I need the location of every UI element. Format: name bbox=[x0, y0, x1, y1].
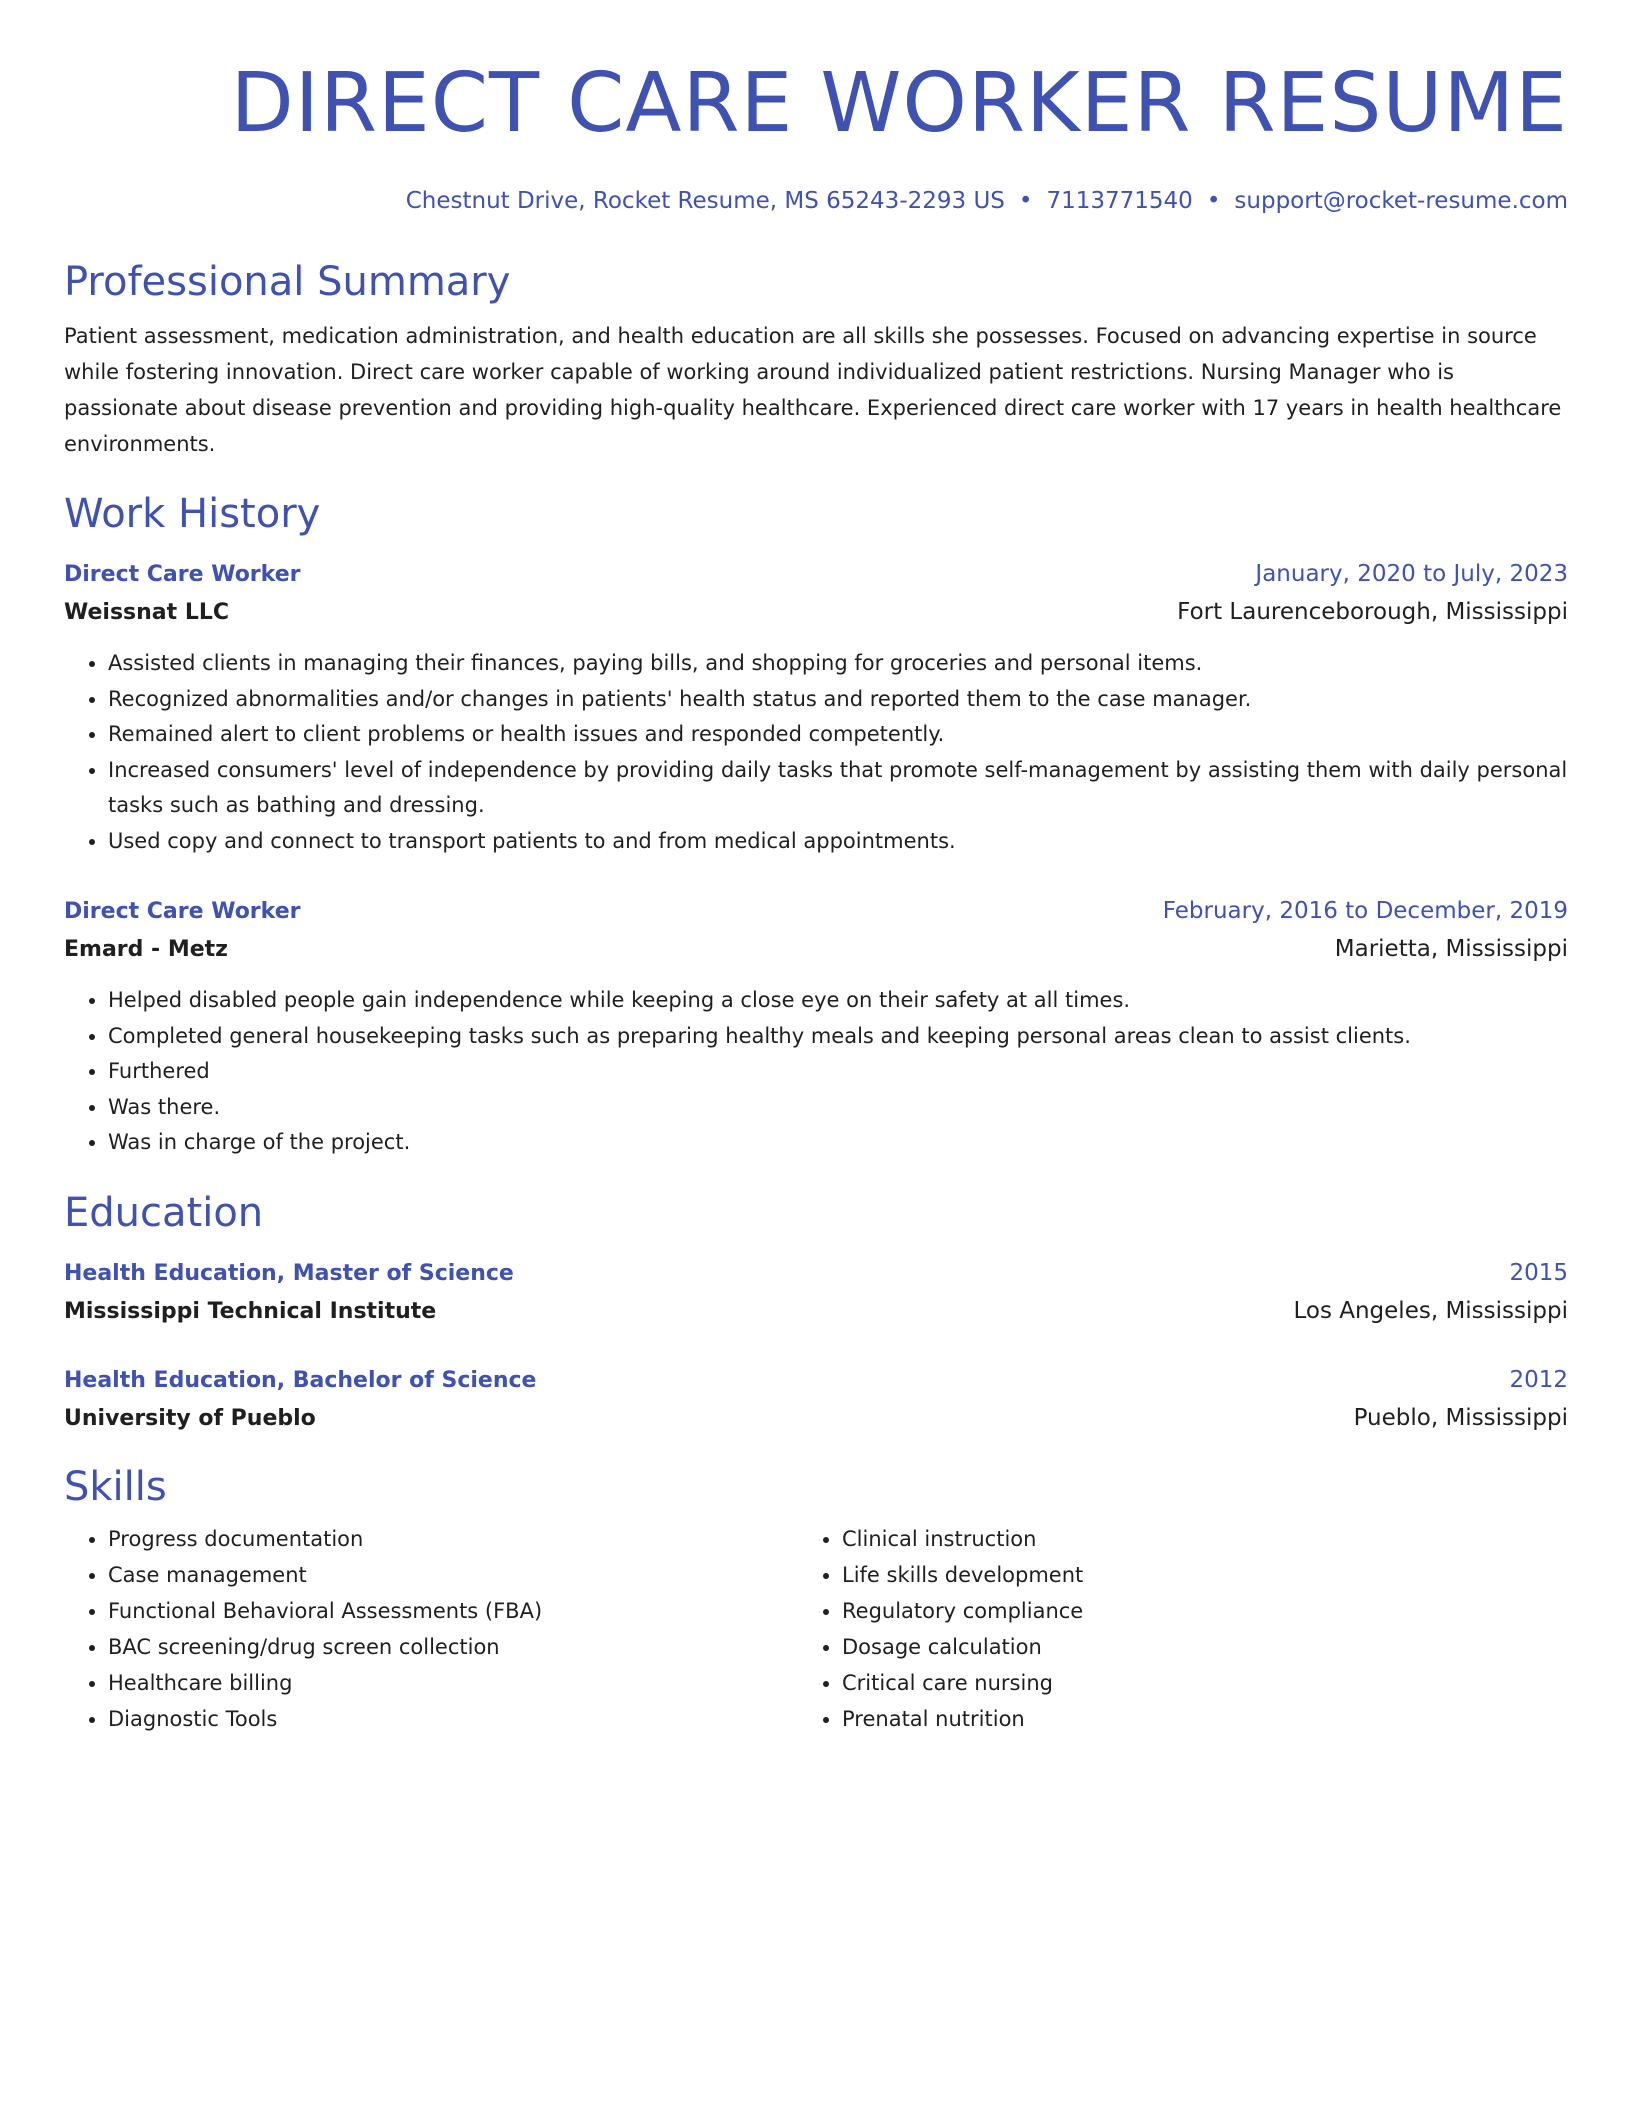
summary-heading: Professional Summary bbox=[64, 259, 511, 305]
job-bullet: • Completed general housekeeping tasks such as preparing healthy meals and keeping personal areas clean to assist clients. bbox=[108, 1019, 1568, 1055]
education-header-row bbox=[64, 1362, 1568, 1399]
job-location: Marietta, Mississippi bbox=[1334, 936, 1568, 962]
contact-separator: • bbox=[1206, 188, 1221, 214]
education-entry bbox=[64, 1255, 1568, 1332]
skill-item: • Case management bbox=[108, 1557, 798, 1593]
contact-address: Chestnut Drive, Rocket Resume, MS 65243-2293 US bbox=[405, 188, 1005, 214]
skills-list-left bbox=[64, 1521, 798, 1737]
job-company-row bbox=[64, 593, 1568, 632]
skill-item: • Regulatory compliance bbox=[842, 1593, 1083, 1629]
skill-item: • Diagnostic Tools bbox=[108, 1701, 798, 1737]
resume-title: DIRECT CARE WORKER RESUME bbox=[230, 56, 1568, 151]
education-heading: Education bbox=[64, 1189, 264, 1236]
summary-text: Patient assessment, medication administration, and health education are all skills she possesses. Focused on advancing expertise in source while fostering innovation. Direct care worker capable of working around individualized patient restrictions. Nursing Manager who is passionate about disease prevention and providing high-quality healthcare. Experienced direct care worker with 17 years in health healthcare environments. bbox=[64, 324, 1562, 456]
skill-item: • Healthcare billing bbox=[108, 1665, 798, 1701]
education-school-row bbox=[64, 1292, 1568, 1332]
contact-email: support@rocket-resume.com bbox=[1234, 188, 1568, 214]
job-bullet: • Used copy and connect to transport patients to and from medical appointments. bbox=[108, 824, 1568, 860]
skill-item: • Dosage calculation bbox=[842, 1629, 1083, 1665]
education-school-row bbox=[64, 1399, 1568, 1439]
education-year: 2015 bbox=[1509, 1259, 1568, 1286]
job-bullet: • Increased consumers' level of independence by providing daily tasks that promote self-management by assisting them with daily personal tasks such as bathing and dressing. bbox=[108, 753, 1568, 824]
job-entry bbox=[64, 556, 1568, 859]
job-role: Direct Care Worker bbox=[64, 562, 301, 587]
education-degree: Health Education, Master of Science bbox=[64, 1260, 514, 1286]
education-location: Los Angeles, Mississippi bbox=[1293, 1297, 1568, 1324]
education-school: Mississippi Technical Institute bbox=[64, 1298, 437, 1324]
job-company-row bbox=[64, 930, 1568, 969]
job-bullet: • Helped disabled people gain independence while keeping a close eye on their safety at all times. bbox=[108, 983, 1568, 1019]
skill-item: • Critical care nursing bbox=[842, 1665, 1083, 1701]
education-header-row bbox=[64, 1255, 1568, 1292]
job-role: Direct Care Worker bbox=[64, 899, 301, 924]
job-entry bbox=[64, 893, 1568, 1161]
job-bullet: • Furthered bbox=[108, 1054, 1568, 1090]
job-dates: January, 2020 to July, 2023 bbox=[1255, 561, 1568, 587]
skills-list-right bbox=[798, 1521, 1083, 1737]
skill-item: • Progress documentation bbox=[108, 1521, 798, 1557]
job-bullet: • Assisted clients in managing their finances, paying bills, and shopping for groceries and personal items. bbox=[108, 646, 1568, 682]
skills-columns bbox=[64, 1521, 1568, 1737]
skill-item: • Functional Behavioral Assessments (FBA) bbox=[108, 1593, 798, 1629]
job-header-row bbox=[64, 556, 1568, 593]
education-school: University of Pueblo bbox=[64, 1405, 316, 1431]
job-bullet: • Was in charge of the project. bbox=[108, 1125, 1568, 1161]
skill-item: • Life skills development bbox=[842, 1557, 1083, 1593]
education-year: 2012 bbox=[1509, 1366, 1568, 1393]
job-company: Weissnat LLC bbox=[64, 600, 229, 625]
job-dates: February, 2016 to December, 2019 bbox=[1162, 898, 1568, 924]
contact-separator: • bbox=[1018, 188, 1033, 214]
job-bullet-list bbox=[64, 646, 1568, 859]
job-bullet: • Recognized abnormalities and/or changes in patients' health status and reported them to the case manager. bbox=[108, 682, 1568, 718]
contact-phone: 7113771540 bbox=[1046, 188, 1193, 214]
skill-item: • Prenatal nutrition bbox=[842, 1701, 1083, 1737]
job-header-row bbox=[64, 893, 1568, 930]
education-degree: Health Education, Bachelor of Science bbox=[64, 1367, 537, 1393]
skill-item: • BAC screening/drug screen collection bbox=[108, 1629, 798, 1665]
education-location: Pueblo, Mississippi bbox=[1353, 1404, 1568, 1431]
job-location: Fort Laurenceborough, Mississippi bbox=[1177, 599, 1568, 625]
job-bullet: • Was there. bbox=[108, 1090, 1568, 1126]
work-history-heading: Work History bbox=[64, 491, 321, 537]
job-bullet: • Remained alert to client problems or health issues and responded competently. bbox=[108, 717, 1568, 753]
education-entry bbox=[64, 1362, 1568, 1439]
job-company: Emard - Metz bbox=[64, 937, 228, 962]
job-bullet-list bbox=[64, 983, 1568, 1161]
skill-item: • Clinical instruction bbox=[842, 1521, 1083, 1557]
contact-line bbox=[64, 186, 1568, 216]
skills-heading: Skills bbox=[64, 1463, 167, 1510]
